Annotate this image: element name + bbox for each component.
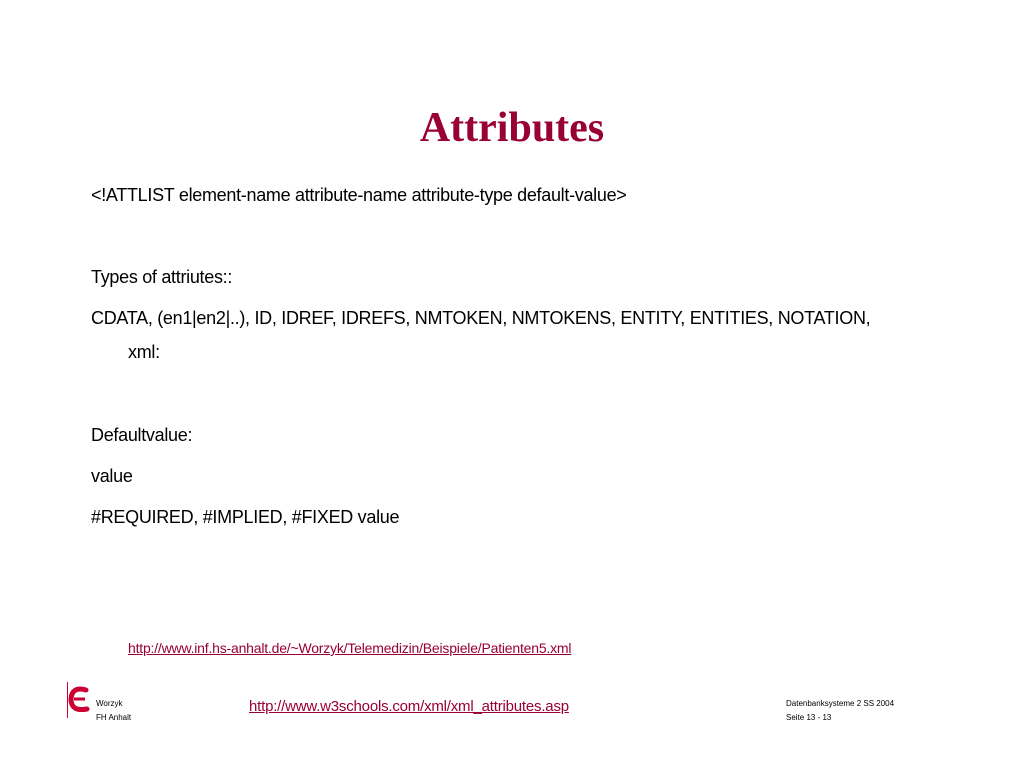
defaultvalue-heading: Defaultvalue: [91,425,193,445]
types-heading: Types of attriutes:: [91,267,233,287]
footer-institution: FH Anhalt [96,713,132,722]
example-xml-link[interactable]: http://www.inf.hs-anhalt.de/~Worzyk/Telemedizin/Beispiele/Patienten5.xml [128,640,572,656]
slide-title: Attributes [419,105,605,151]
footer-author: Worzyk [96,699,123,708]
attlist-syntax: <!ATTLIST element-name attribute-name attribute-type default-value> [91,185,627,205]
footer-page-number: Seite 13 - 13 [786,713,832,722]
defaultvalue-options: #REQUIRED, #IMPLIED, #FIXED value [91,507,400,527]
types-list-continued: xml: [128,342,160,362]
footer-course: Datenbanksysteme 2 SS 2004 [786,699,895,708]
fh-anhalt-logo-icon [66,682,92,718]
defaultvalue-value: value [91,466,133,486]
w3schools-reference-link[interactable]: http://www.w3schools.com/xml/xml_attributes.asp [249,698,569,715]
types-list: CDATA, (en1|en2|..), ID, IDREF, IDREFS, NMTOKEN, NMTOKENS, ENTITY, ENTITIES, NOTATION, [91,308,871,328]
